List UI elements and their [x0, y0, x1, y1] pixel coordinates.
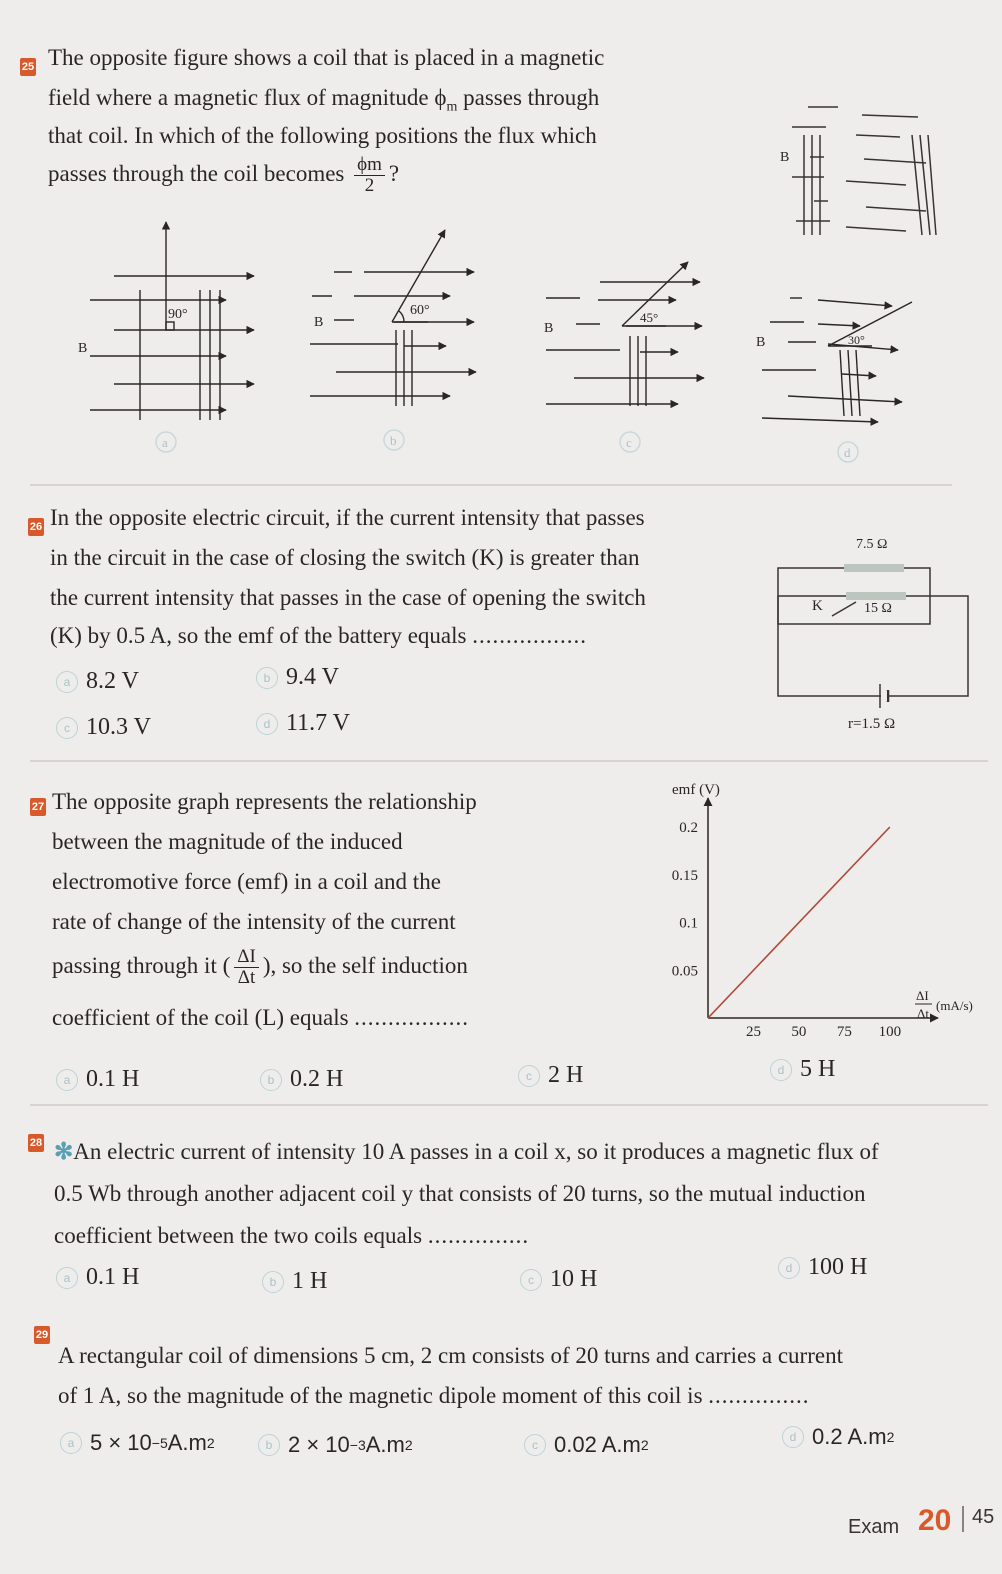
y-axis-label: emf (V)	[672, 782, 720, 798]
option-c[interactable]: c 0.02 A.m 2	[524, 1432, 649, 1458]
question-29-line-1: A rectangular coil of dimensions 5 cm, 2 cm consists of 20 turns and carries a current	[58, 1343, 843, 1368]
y-tick-label: 0.2	[679, 820, 698, 837]
x-axis-label-num: ΔI	[916, 988, 929, 1003]
question-28-line-3: coefficient between the two coils equals ...............	[54, 1223, 530, 1248]
switch-label: K	[812, 598, 823, 614]
flux-fraction: $\frac{\phi m}{2}$	[354, 155, 385, 196]
question-26-line-4: (K) by 0.5 A, so the emf of the battery equals .................	[50, 623, 587, 648]
y-tick-label: 0.15	[671, 867, 698, 884]
question-number: 25	[20, 58, 36, 76]
field-label: B	[780, 150, 790, 165]
question-28-line-1: ✻An electric current of intensity 10 A passes in a coil x, so it produces a magnetic flux of	[54, 1139, 879, 1164]
option-c[interactable]: c 10 H	[520, 1266, 597, 1293]
question-27-line-3: electromotive force (emf) in a coil and the	[52, 869, 441, 894]
x-tick-label: 50	[791, 1024, 807, 1040]
option-b[interactable]: b 1 H	[262, 1268, 327, 1295]
option-a[interactable]: a 0.1 H	[56, 1066, 139, 1093]
option-d[interactable]: d 0.2 A.m 2	[782, 1424, 894, 1450]
section-divider	[30, 1104, 988, 1106]
option-letter: c	[626, 435, 632, 450]
option-d[interactable]: d 5 H	[770, 1056, 835, 1083]
option-c[interactable]: c 10.3 V	[56, 714, 151, 741]
emf-series-line	[708, 827, 890, 1018]
page-number: 45	[972, 1506, 995, 1528]
question-25-line-1: The opposite figure shows a coil that is placed in a magnetic	[48, 45, 605, 70]
resistor-label: 7.5 Ω	[856, 537, 888, 552]
question-number: 27	[30, 798, 46, 816]
x-tick-label: 75	[836, 1024, 852, 1040]
option-letter: a	[162, 435, 168, 450]
field-label: B	[314, 315, 324, 330]
field-label: B	[78, 341, 88, 356]
exam-number: 20	[918, 1504, 952, 1537]
option-d[interactable]: d 11.7 V	[256, 710, 350, 737]
question-25-line-4: passes through the coil becomes $\frac{\phi m}{2}$ ?	[48, 154, 400, 197]
angle-label: 90°	[168, 307, 188, 322]
main-coil-figure	[778, 95, 948, 255]
footer-separator	[962, 1506, 964, 1532]
section-divider	[30, 760, 988, 762]
option-a[interactable]: a 0.1 H	[56, 1264, 139, 1291]
question-27-line-6: coefficient of the coil (L) equals .................	[52, 1005, 470, 1030]
x-tick-label: 25	[745, 1024, 761, 1040]
circuit-diagram	[770, 528, 980, 748]
field-label: B	[544, 321, 554, 336]
question-number: 26	[28, 518, 44, 536]
option-d[interactable]: d 100 H	[778, 1254, 867, 1281]
question-27-line-4: rate of change of the intensity of the current	[52, 909, 456, 934]
exam-label: Exam	[848, 1516, 900, 1538]
figure-a	[70, 210, 270, 460]
star-icon: ✻	[54, 1139, 74, 1164]
y-tick-label: 0.1	[679, 915, 698, 932]
angle-label: 30°	[848, 333, 865, 347]
option-b[interactable]: b 0.2 H	[260, 1066, 343, 1093]
field-label: B	[756, 335, 766, 350]
x-axis-label-unit: (mA/s)	[936, 998, 973, 1013]
rate-fraction: $\frac{\Delta I}{\Delta t}$	[234, 947, 259, 988]
question-number: 29	[34, 1326, 50, 1344]
question-27-line-1: The opposite graph represents the relationship	[52, 789, 477, 814]
question-26-line-3: the current intensity that passes in the case of opening the switch	[50, 585, 646, 610]
option-b[interactable]: b 9.4 V	[256, 664, 339, 691]
x-axis-label-den: Δt	[917, 1006, 929, 1021]
emf-graph	[650, 772, 1000, 1044]
question-27-line-2: between the magnitude of the induced	[52, 829, 403, 854]
resistor-label: 15 Ω	[864, 601, 892, 616]
question-26-line-2: in the circuit in the case of closing the switch (K) is greater than	[50, 545, 640, 570]
question-25-line-3: that coil. In which of the following positions the flux which	[48, 123, 597, 148]
question-26-line-1: In the opposite electric circuit, if the current intensity that passes	[50, 505, 645, 530]
section-divider	[30, 484, 952, 486]
option-letter: b	[390, 433, 397, 448]
question-29-line-2: of 1 A, so the magnitude of the magnetic dipole moment of this coil is ...............	[58, 1383, 810, 1408]
internal-resistance-label: r=1.5 Ω	[848, 716, 896, 732]
question-27-line-5: passing through it ( $\frac{\Delta I}{\Delta t}$ ), so the self induction	[52, 946, 468, 989]
option-a[interactable]: a 8.2 V	[56, 668, 139, 695]
angle-label: 60°	[410, 303, 430, 318]
figure-b	[300, 210, 500, 460]
option-a[interactable]: a 5 × 10 −5 A.m 2	[60, 1430, 215, 1456]
question-25-line-2: field where a magnetic flux of magnitude $\phi_m$ passes through	[48, 85, 600, 115]
question-28-line-2: 0.5 Wb through another adjacent coil y that consists of 20 turns, so the mutual induction	[54, 1181, 866, 1206]
angle-label: 45°	[640, 310, 659, 325]
option-b[interactable]: b 2 × 10 −3 A.m 2	[258, 1432, 413, 1458]
option-letter: d	[844, 445, 851, 460]
option-c[interactable]: c 2 H	[518, 1062, 583, 1089]
y-tick-label: 0.05	[671, 963, 698, 980]
question-number: 28	[28, 1134, 44, 1152]
figure-d	[752, 280, 952, 470]
x-tick-label: 100	[878, 1024, 902, 1040]
figure-c	[536, 240, 736, 460]
